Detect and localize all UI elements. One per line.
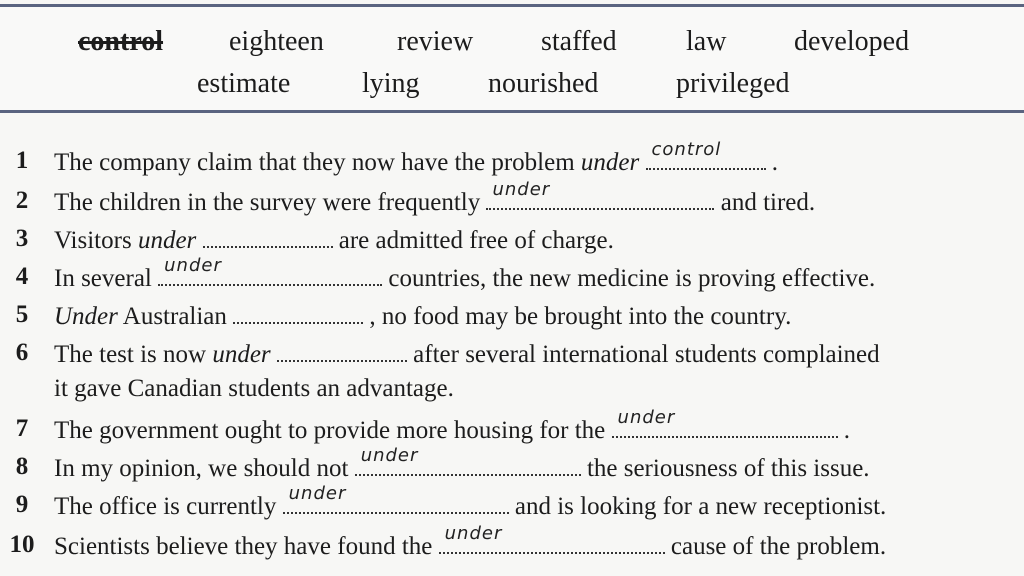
handwritten-answer: under (164, 255, 222, 276)
answer-blank[interactable] (355, 445, 581, 476)
handwritten-answer: under (492, 179, 551, 200)
answer-blank[interactable] (612, 407, 838, 438)
exercise-number: 10 (9, 531, 35, 558)
exercise-number: 7 (15, 415, 29, 442)
answer-blank[interactable] (486, 179, 714, 210)
exercise-number: 1 (15, 147, 29, 174)
handwritten-answer: under (444, 523, 503, 544)
handwritten-answer: under (288, 483, 347, 504)
answer-blank[interactable] (277, 338, 407, 362)
answer-blank[interactable] (158, 255, 382, 286)
exercise-number: 6 (15, 339, 29, 366)
exercise-number: 4 (15, 263, 29, 290)
word-law: law (686, 26, 727, 57)
word-nourished: nourished (488, 68, 599, 99)
answer-blank[interactable] (233, 300, 363, 324)
answer-blank[interactable] (646, 139, 766, 170)
word-box (0, 4, 1024, 113)
word-eighteen: eighteen (229, 26, 324, 57)
answer-blank[interactable] (203, 224, 333, 248)
word-review: review (397, 26, 474, 57)
exercise-number: 8 (15, 453, 29, 480)
word-privileged: privileged (676, 68, 790, 99)
exercise-number: 9 (15, 491, 29, 518)
answer-blank[interactable] (439, 523, 665, 554)
word-control-crossed: control (78, 26, 164, 57)
handwritten-answer: control (651, 139, 722, 160)
exercise-number: 3 (15, 225, 29, 252)
exercise-number: 2 (15, 187, 29, 214)
word-lying: lying (362, 68, 420, 99)
answer-blank[interactable] (283, 483, 509, 514)
handwritten-answer: under (360, 445, 419, 466)
word-developed: developed (794, 26, 910, 57)
word-estimate: estimate (197, 68, 291, 99)
exercise-number: 5 (15, 301, 29, 328)
handwritten-answer: under (617, 407, 676, 428)
word-staffed: staffed (541, 26, 617, 57)
